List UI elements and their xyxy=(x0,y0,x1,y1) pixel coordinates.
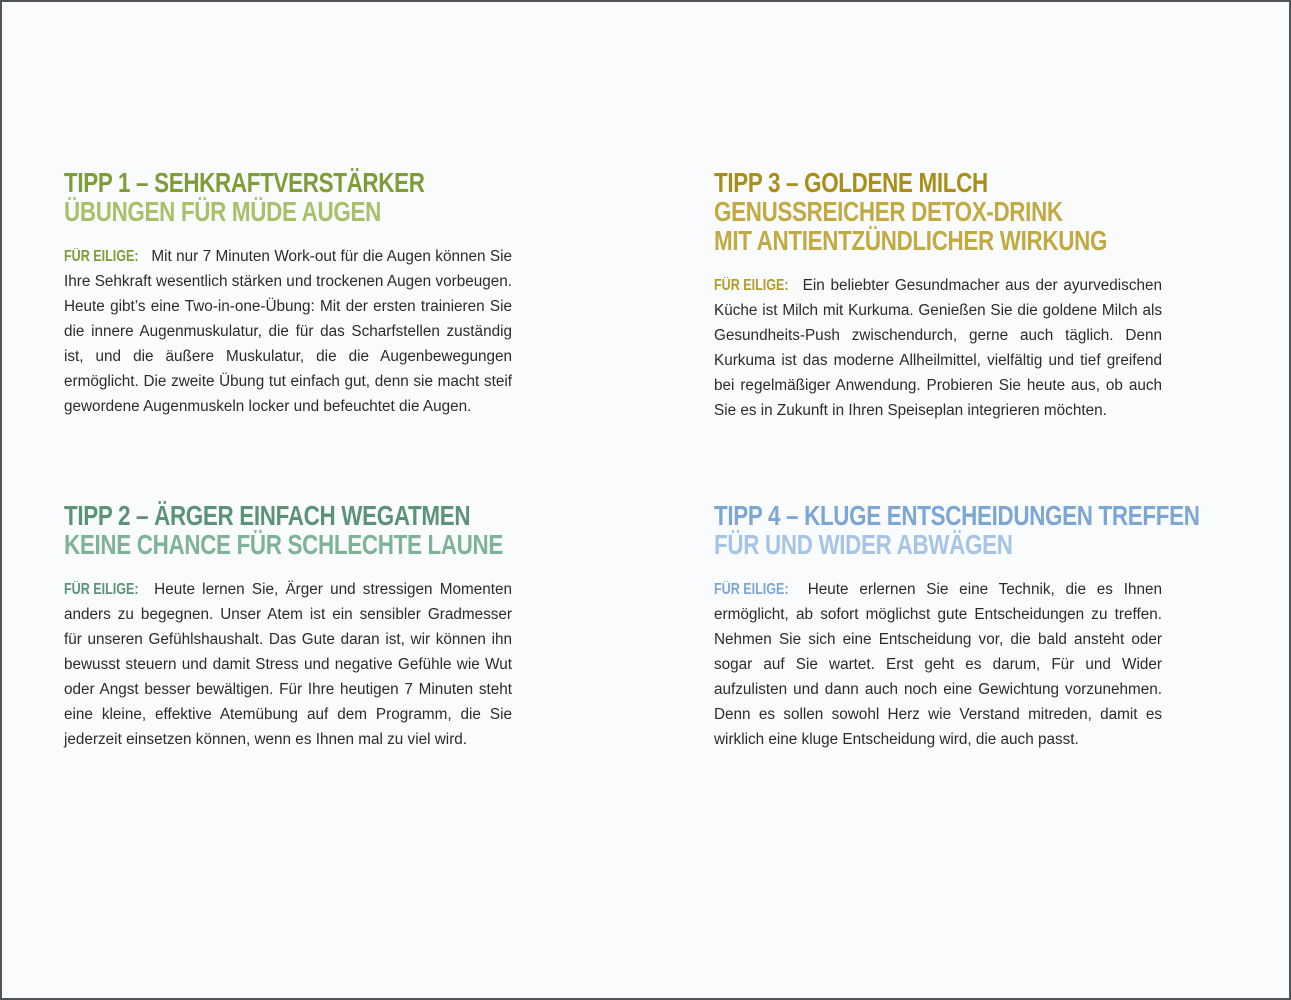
tip-1-subtitle: ÜBUNGEN FÜR MÜDE AUGEN xyxy=(64,196,381,227)
tip-2-subtitle: KEINE CHANCE FÜR SCHLECHTE LAUNE xyxy=(64,529,504,560)
tip-1-body xyxy=(64,244,512,419)
tip-1-title: TIPP 1 – SEHKRAFTVERSTÄRKER xyxy=(64,167,425,198)
tip-3-section xyxy=(714,168,1162,423)
tip-4-title: TIPP 4 – KLUGE ENTSCHEIDUNGEN TREFFEN xyxy=(714,500,1200,531)
tip-1-lead: FÜR EILIGE: xyxy=(64,248,139,265)
tip-3-title: TIPP 3 – GOLDENE MILCH xyxy=(714,167,988,198)
tip-3-heading xyxy=(714,167,1108,256)
tip-3-lead: FÜR EILIGE: xyxy=(714,277,789,294)
tip-2-section xyxy=(64,501,512,752)
tip-3-body xyxy=(714,273,1162,423)
tip-2-heading xyxy=(64,500,504,560)
tip-3-subtitle-line-2: MIT ANTIENTZÜNDLICHER WIRKUNG xyxy=(714,225,1108,256)
tip-2-text: Heute lernen Sie, Ärger und stressigen Momenten anders zu begegnen. Unser Atem ist ein sensibler Gradmesser für unseren Gefühlshaushalt. Das Gute daran ist, wir können ihn bewusst steuern und damit Stress und negative Gefühle wie Wut oder Angst besser bewältigen. Für Ihre heutigen 7 Minuten steht eine kleine, effektive Atemübung auf dem Programm, die Sie jederzeit einsetzen können, wenn es Ihnen mal zu viel wird. xyxy=(64,581,512,748)
tip-1-heading xyxy=(64,167,425,227)
tip-2-lead: FÜR EILIGE: xyxy=(64,581,139,598)
tip-2-title: TIPP 2 – ÄRGER EINFACH WEGATMEN xyxy=(64,500,471,531)
tip-4-lead: FÜR EILIGE: xyxy=(714,581,789,598)
tip-4-heading xyxy=(714,500,1200,560)
tip-4-text: Heute erlernen Sie eine Technik, die es Ihnen ermöglicht, ab sofort möglichst gute Entscheidungen zu treffen. Nehmen Sie sich eine Entscheidung vor, die bald ansteht oder sogar auf Sie wartet. Erst geht es darum, Für und Wider aufzulisten und dann auch noch eine Gewichtung vorzunehmen. Denn es sollen sowohl Herz wie Verstand mitreden, damit es wirklich eine kluge Entscheidung wird, die auch passt. xyxy=(714,581,1162,748)
tip-4-section xyxy=(714,500,1200,752)
tip-4-subtitle: FÜR UND WIDER ABWÄGEN xyxy=(714,529,1013,560)
tip-3-text: Ein beliebter Gesundmacher aus der ayurvedischen Küche ist Milch mit Kurkuma. Genießen Sie die goldene Milch als Gesundheits-Push zwischendurch, gerne auch täglich. Denn Kurkuma ist das moderne Allheilmittel, vielfältig und tief greifend bei regelmäßiger Anwendung. Probieren Sie heute aus, ob auch Sie es in Zukunft in Ihren Speiseplan integrieren möchten. xyxy=(714,277,1162,419)
tip-4-body xyxy=(714,577,1162,752)
tip-3-subtitle-line-1: GENUSSREICHER DETOX-DRINK xyxy=(714,196,1063,227)
tip-1-section xyxy=(64,168,512,419)
tip-1-text: Mit nur 7 Minuten Work-out für die Augen können Sie Ihre Sehkraft wesentlich stärken und trockenen Augen vorbeugen. Heute gibt’s eine Two-in-one-Übung: Mit der ersten trainieren Sie die innere Augenmuskulatur, die für das Scharfstellen zuständig ist, und die äußere Muskulatur, die die Augenbewegungen ermöglicht. Die zweite Übung tut einfach gut, denn sie macht steif gewordene Augenmuskeln locker und befeuchtet die Augen. xyxy=(64,248,512,415)
tip-2-body xyxy=(64,577,512,752)
